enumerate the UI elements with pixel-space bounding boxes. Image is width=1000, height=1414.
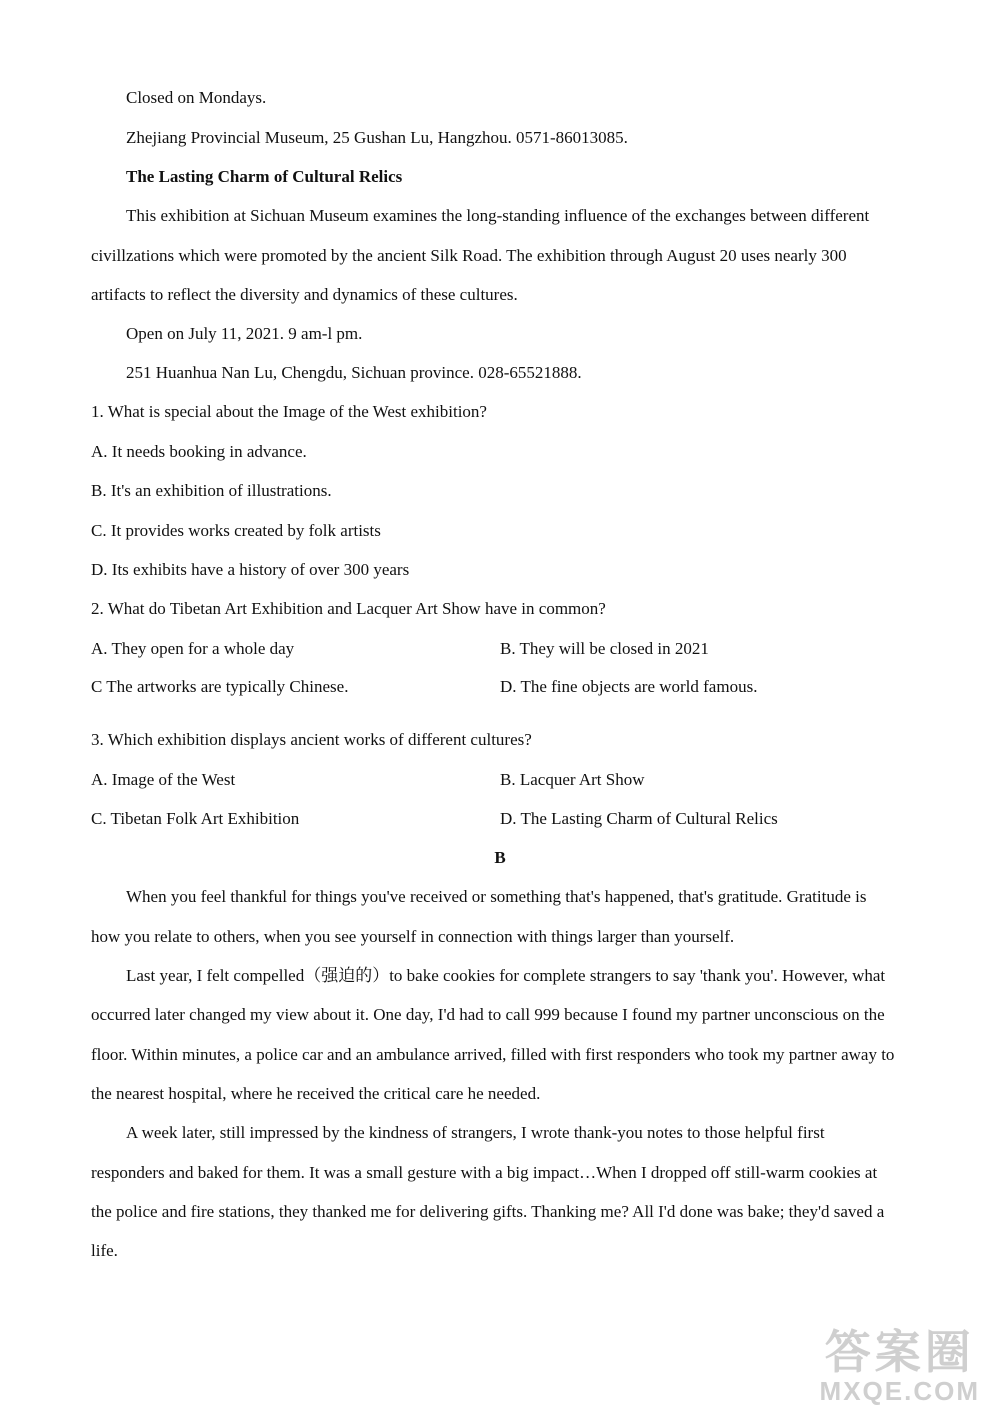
zhejiang-address: Zhejiang Provincial Museum, 25 Gushan Lu, Hangzhou. 0571-86013085. <box>126 128 628 147</box>
q1-option-d: D. Its exhibits have a history of over 300 years <box>91 560 410 579</box>
q1-option-b: B. It's an exhibition of illustrations. <box>91 481 332 500</box>
passage-b-p1-line-1: When you feel thankful for things you've received or something that's happened, that's gratitude. Gratitude is <box>126 887 867 906</box>
q1-option-c: C. It provides works created by folk artists <box>91 521 381 540</box>
q1-option-a: A. It needs booking in advance. <box>91 442 307 461</box>
q2-option-d: D. The fine objects are world famous. <box>500 677 758 696</box>
q2-option-b: B. They will be closed in 2021 <box>500 639 709 658</box>
watermark-logo <box>820 1327 980 1406</box>
relics-line-2: civillzations which were promoted by the ancient Silk Road. The exhibition through August 20 uses nearly 300 <box>91 246 847 265</box>
passage-b-p3-line-2: responders and baked for them. It was a small gesture with a big impact…When I dropped off still-warm cookies at <box>91 1163 878 1182</box>
q1-stem: 1. What is special about the Image of the West exhibition? <box>91 402 487 421</box>
passage-b-p2-line-1: Last year, I felt compelled（强迫的）to bake cookies for complete strangers to say 'thank you'. However, what <box>126 966 886 985</box>
relics-line-1: This exhibition at Sichuan Museum examines the long-standing influence of the exchanges between different <box>126 206 870 225</box>
passage-b-p1-line-2: how you relate to others, when you see yourself in connection with things larger than yourself. <box>91 927 735 946</box>
q3-option-b: B. Lacquer Art Show <box>500 770 645 789</box>
q2-option-a: A. They open for a whole day <box>91 639 295 658</box>
passage-b-p3-line-1: A week later, still impressed by the kindness of strangers, I wrote thank-you notes to those helpful first <box>126 1123 825 1142</box>
relics-title: The Lasting Charm of Cultural Relics <box>126 167 403 186</box>
relics-address: 251 Huanhua Nan Lu, Chengdu, Sichuan province. 028-65521888. <box>126 363 582 382</box>
watermark-main-text: 答案圈 <box>824 1325 975 1378</box>
passage-b-p3-line-4: life. <box>91 1241 118 1260</box>
q2-option-c: C The artworks are typically Chinese. <box>91 677 349 696</box>
q3-option-a: A. Image of the West <box>91 770 236 789</box>
q2-stem: 2. What do Tibetan Art Exhibition and Lacquer Art Show have in common? <box>91 599 606 618</box>
passage-b-heading: B <box>494 848 506 867</box>
passage-b-p3-line-3: the police and fire stations, they thanked me for delivering gifts. Thanking me? All I'd done was bake; they'd saved a <box>91 1202 885 1221</box>
relics-line-3: artifacts to reflect the diversity and dynamics of these cultures. <box>91 285 518 304</box>
closed-note: Closed on Mondays. <box>126 88 267 107</box>
q3-option-c: C. Tibetan Folk Art Exhibition <box>91 809 300 828</box>
q3-stem: 3. Which exhibition displays ancient works of different cultures? <box>91 730 532 749</box>
passage-b-p2-line-2: occurred later changed my view about it. One day, I'd had to call 999 because I found my partner unconscious on the <box>91 1005 885 1024</box>
passage-b-p2-line-4: the nearest hospital, where he received the critical care he needed. <box>91 1084 541 1103</box>
relics-open: Open on July 11, 2021. 9 am-l pm. <box>126 324 363 343</box>
watermark-url-text: MXQE.COM <box>819 1376 980 1407</box>
passage-b-p2-line-3: floor. Within minutes, a police car and an ambulance arrived, filled with first responders who took my partner away to <box>91 1045 895 1064</box>
q3-option-d: D. The Lasting Charm of Cultural Relics <box>500 809 778 828</box>
